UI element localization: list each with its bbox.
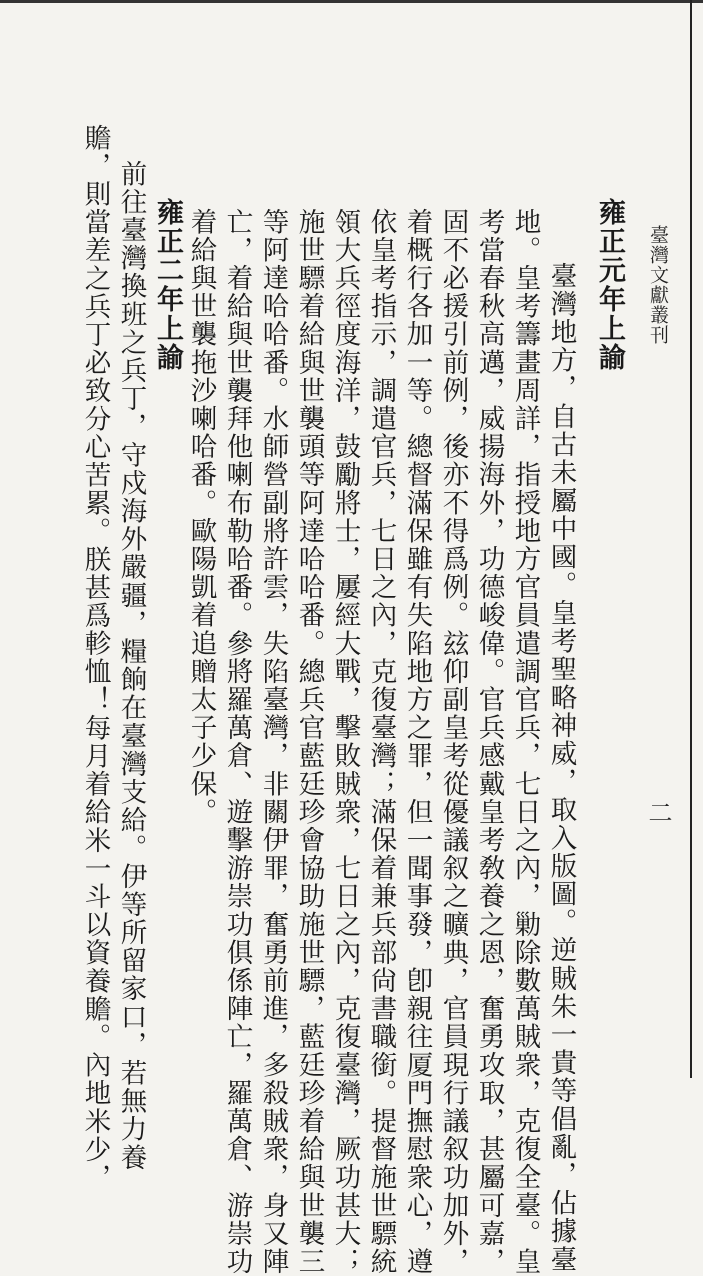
right-margin-line bbox=[690, 0, 692, 1078]
page-number: 二 bbox=[644, 800, 672, 824]
text-column: 領大兵徑度海洋，鼓勵將士，屢經大戰，擊敗賊衆，七日之內，克復臺灣，厥功甚大； bbox=[329, 208, 361, 1276]
section-heading: 雍正二年上諭 bbox=[152, 198, 183, 372]
text-column: 着給與世襲拖沙喇哈番。歐陽凱着追贈太子少保。 bbox=[185, 208, 217, 827]
section-heading: 雍正元年上諭 bbox=[594, 198, 625, 372]
text-column: 贍，則當差之兵丁必致分心苦累。朕甚爲軫恤！每月着給米一斗以資養贍。內地米少， bbox=[79, 124, 111, 1192]
text-column: 依皇考指示，調遣官兵，七日之內，克復臺灣；滿保着兼兵部尙書職銜。提督施世驃統 bbox=[365, 208, 397, 1276]
text-column: 地。皇考籌畫周詳，指授地方官員遣調官兵，七日之內，勦除數萬賊衆，克復全臺。皇 bbox=[509, 208, 541, 1276]
text-column: 施世驃着給與世襲頭等阿達哈哈番。總兵官藍廷珍會協助施世驃，藍廷珍着給與世襲三 bbox=[293, 208, 325, 1276]
series-title: 臺灣文獻叢刊 bbox=[647, 225, 669, 345]
top-border-line bbox=[0, 0, 703, 3]
text-column: 前往臺灣換班之兵丁，守戍海外嚴疆，糧餉在臺灣支給。伊等所留家口，若無力養 bbox=[115, 160, 147, 1172]
text-column: 亡，着給與世襲拜他喇布勒哈番。參將羅萬倉、遊擊游崇功俱係陣亡，羅萬倉、游崇功 bbox=[221, 208, 253, 1276]
text-column: 臺灣地方，自古未屬中國。皇考聖略神威，取入版圖。逆賊朱一貴等倡亂，佔據臺 bbox=[545, 262, 577, 1274]
text-column: 固不必援引前例，後亦不得爲例。玆仰副皇考從優議叙之曠典，官員現行議叙功加外， bbox=[437, 208, 469, 1276]
text-column: 等阿達哈哈番。水師營副將許雲，失陷臺灣，非關伊罪，奮勇前進，多殺賊衆，身又陣 bbox=[257, 208, 289, 1276]
text-column: 着概行各加一等。總督滿保雖有失陷地方之罪，但一聞事發，卽親往厦門撫慰衆心，遵 bbox=[401, 208, 433, 1276]
text-column: 考當春秋高邁，威揚海外，功德峻偉。官兵感戴皇考敎養之恩，奮勇攻取，甚屬可嘉， bbox=[473, 208, 505, 1276]
